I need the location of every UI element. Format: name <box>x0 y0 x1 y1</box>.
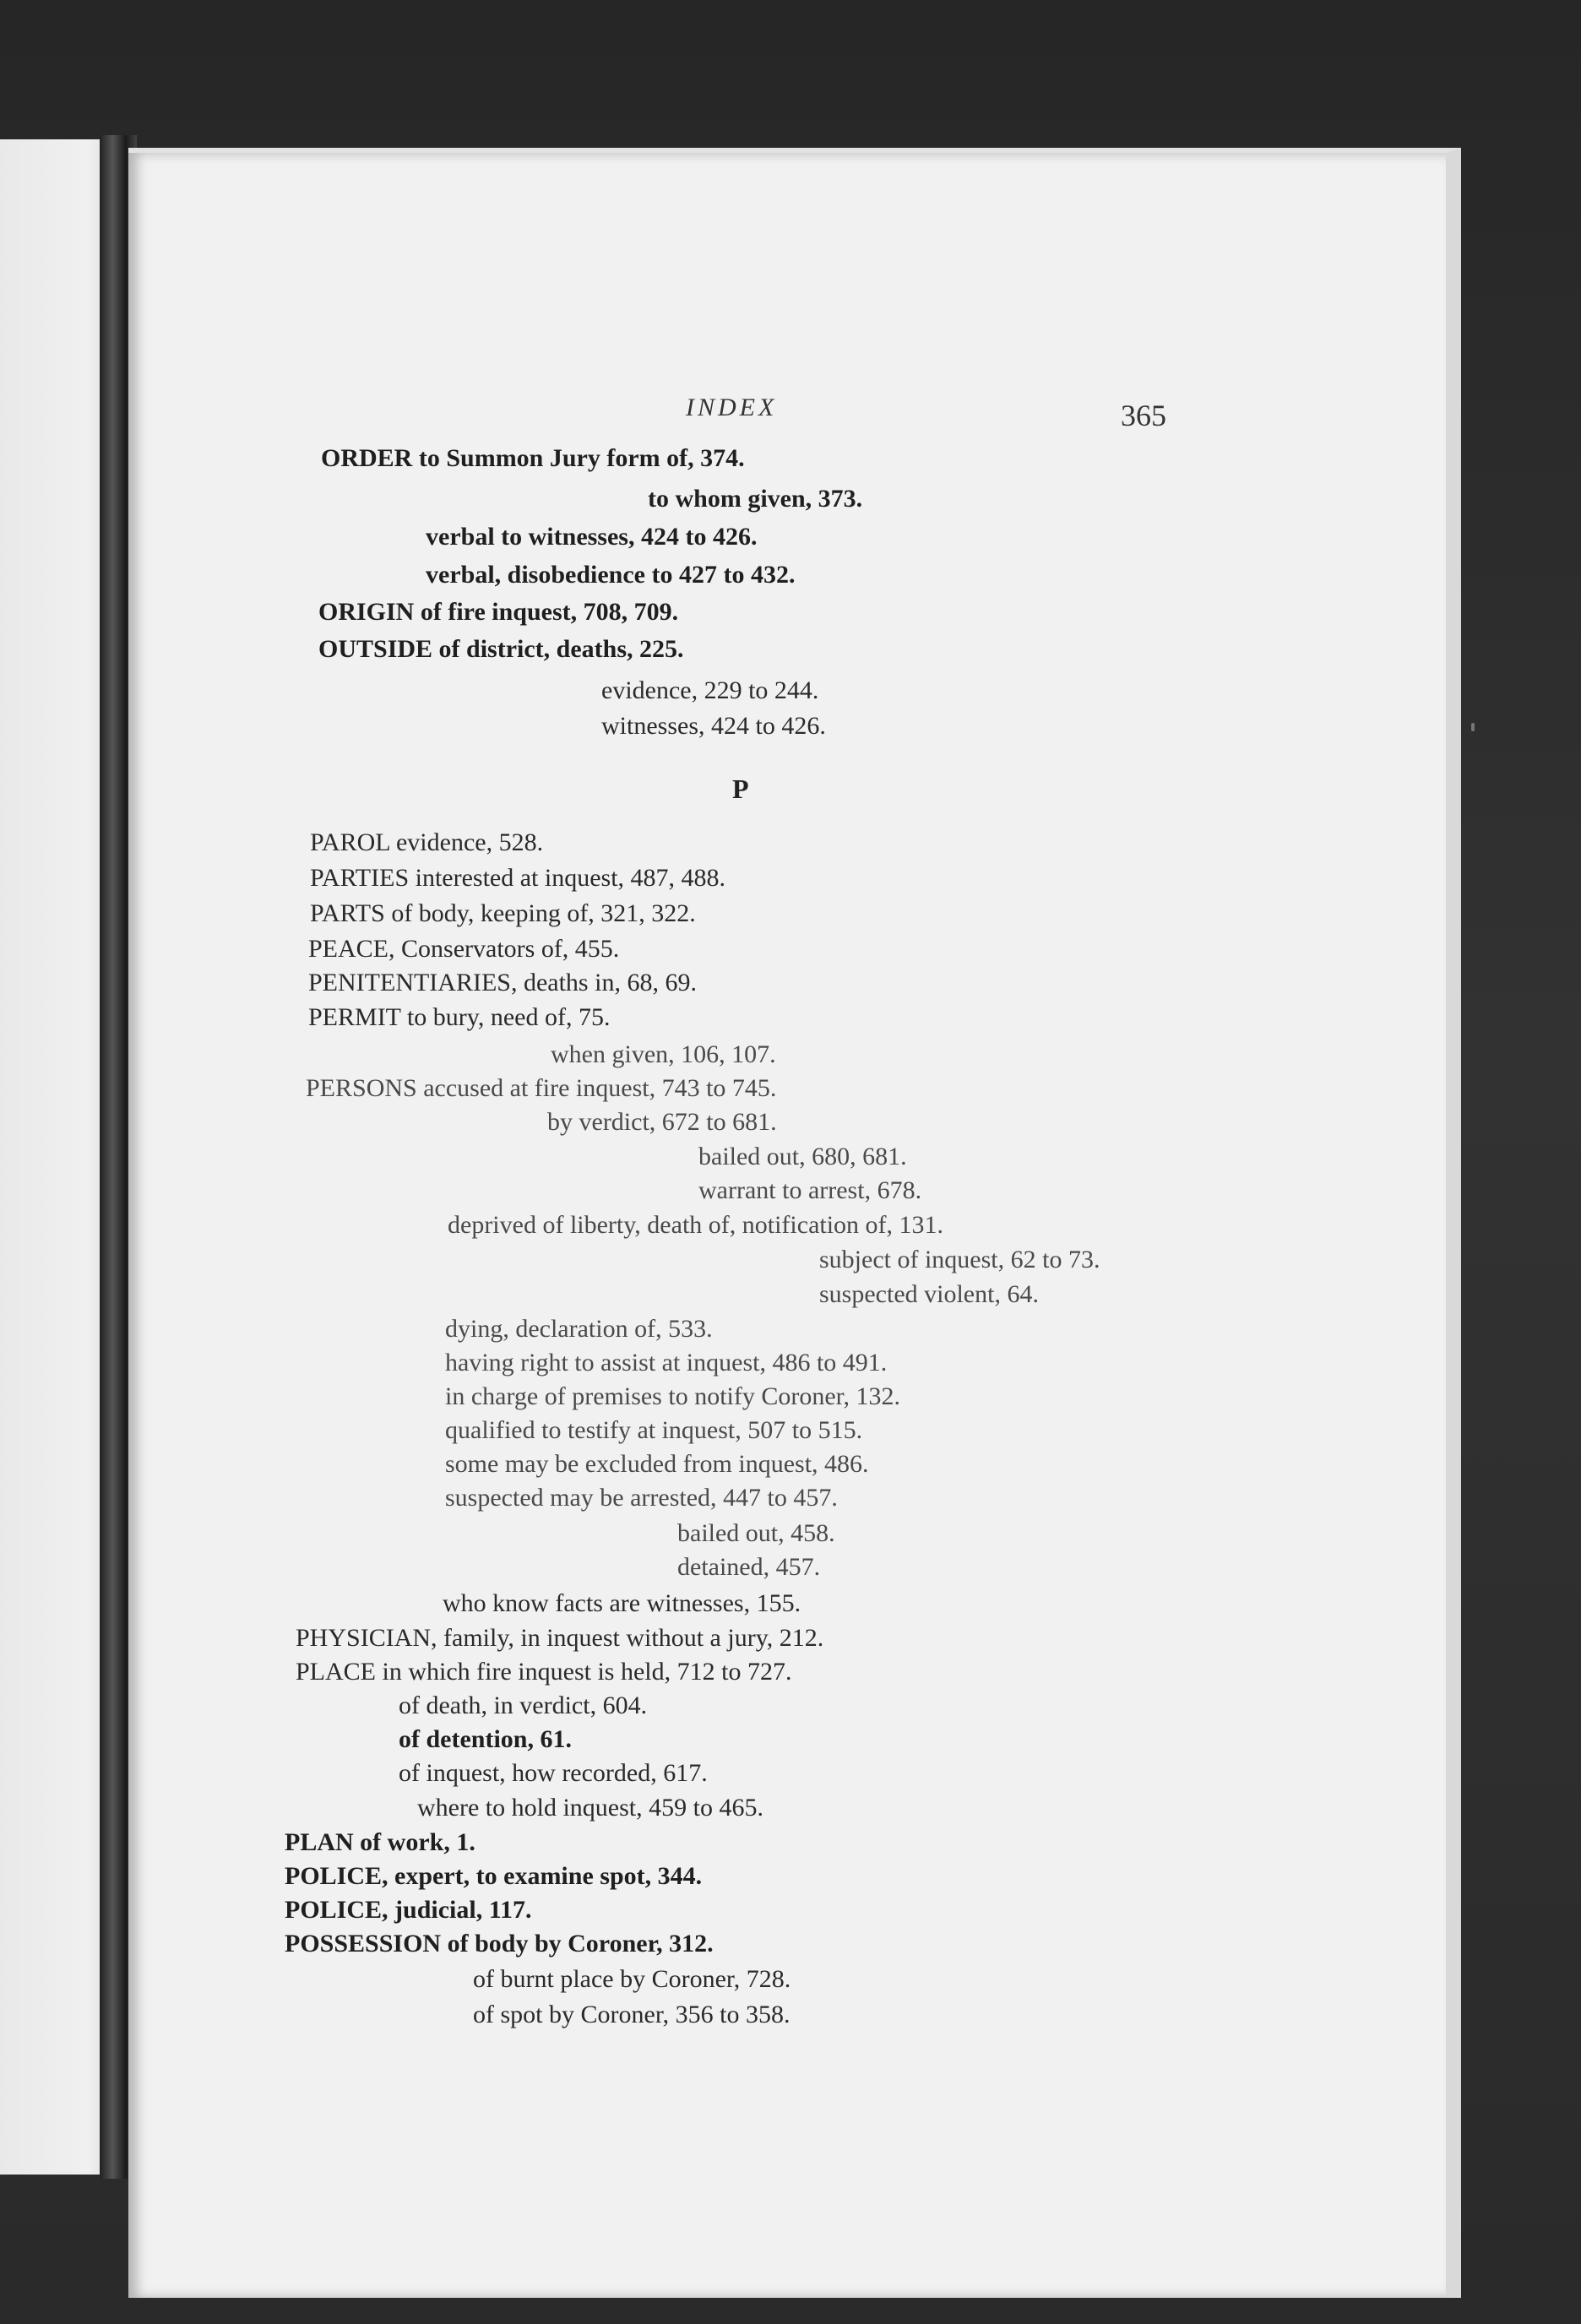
index-entry: PARTIES interested at inquest, 487, 488. <box>310 864 726 892</box>
index-entry: of spot by Coroner, 356 to 358. <box>473 2001 790 2028</box>
index-entry: bailed out, 680, 681. <box>698 1143 907 1170</box>
index-entry: verbal, disobedience to 427 to 432. <box>426 561 796 589</box>
index-entry: PERMIT to bury, need of, 75. <box>308 1003 611 1031</box>
index-entry: PAROL evidence, 528. <box>310 828 544 856</box>
index-entry: when given, 106, 107. <box>551 1040 776 1068</box>
index-entry: POSSESSION of body by Coroner, 312. <box>285 1930 714 1957</box>
index-entry: qualified to testify at inquest, 507 to 515. <box>445 1416 863 1444</box>
index-entry: suspected violent, 64. <box>819 1280 1039 1308</box>
index-entry: PENITENTIARIES, deaths in, 68, 69. <box>308 969 697 996</box>
index-entry: of detention, 61. <box>399 1725 572 1753</box>
index-entry: dying, declaration of, 533. <box>445 1315 713 1343</box>
index-entry: of burnt place by Coroner, 728. <box>473 1965 791 1993</box>
paper-speck <box>1471 723 1475 731</box>
index-entry: PHYSICIAN, family, in inquest without a jury, 212. <box>296 1624 824 1652</box>
index-entry: deprived of liberty, death of, notification of, 131. <box>448 1211 944 1239</box>
index-entry: by verdict, 672 to 681. <box>547 1108 777 1136</box>
index-entry: in charge of premises to notify Coroner, 132. <box>445 1382 900 1410</box>
index-entry: of inquest, how recorded, 617. <box>399 1759 708 1787</box>
index-entry: POLICE, expert, to examine spot, 344. <box>285 1862 703 1890</box>
index-entry: to whom given, 373. <box>648 485 863 513</box>
index-entry: PARTS of body, keeping of, 321, 322. <box>310 899 696 927</box>
page-number: 365 <box>1121 399 1166 432</box>
index-entry: PLACE in which fire inquest is held, 712 to 727. <box>296 1658 792 1686</box>
index-entries <box>128 153 1446 2298</box>
index-entry: bailed out, 458. <box>677 1519 835 1547</box>
index-entry: witnesses, 424 to 426. <box>601 712 826 740</box>
index-entry: PERSONS accused at fire inquest, 743 to 745. <box>306 1074 777 1102</box>
index-entry: some may be excluded from inquest, 486. <box>445 1450 869 1478</box>
index-entry: ORIGIN of fire inquest, 708, 709. <box>318 598 679 626</box>
index-entry: PLAN of work, 1. <box>285 1828 475 1856</box>
index-entry: where to hold inquest, 459 to 465. <box>417 1794 763 1822</box>
index-entry: detained, 457. <box>677 1553 821 1581</box>
running-head: INDEX <box>686 394 778 421</box>
index-entry: ORDER to Summon Jury form of, 374. <box>321 444 745 472</box>
index-entry: OUTSIDE of district, deaths, 225. <box>318 635 684 663</box>
index-entry: having right to assist at inquest, 486 to 491. <box>445 1349 888 1376</box>
index-page <box>128 148 1461 2298</box>
index-entry: evidence, 229 to 244. <box>601 676 819 704</box>
index-entry: subject of inquest, 62 to 73. <box>819 1246 1100 1273</box>
index-entry: of death, in verdict, 604. <box>399 1691 648 1719</box>
index-entry: verbal to witnesses, 424 to 426. <box>426 523 758 551</box>
index-entry: warrant to arrest, 678. <box>698 1176 922 1204</box>
index-entry: POLICE, judicial, 117. <box>285 1896 532 1924</box>
section-letter: P <box>732 774 749 804</box>
index-entry: who know facts are witnesses, 155. <box>443 1589 801 1617</box>
index-entry: PEACE, Conservators of, 455. <box>308 935 620 963</box>
index-entry: suspected may be arrested, 447 to 457. <box>445 1484 838 1512</box>
